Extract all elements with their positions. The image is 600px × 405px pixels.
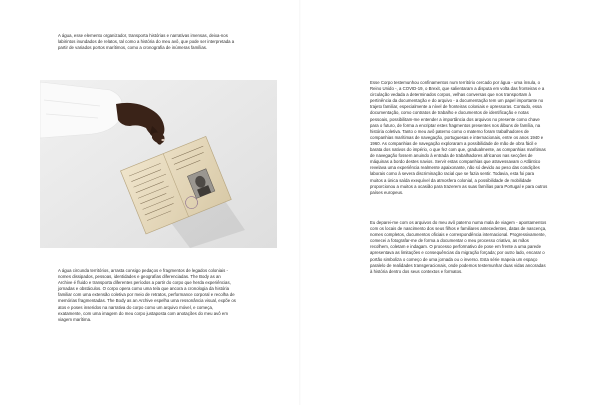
caption-paragraph: A água circunda territórios, arrasta consigo pedaços e fragmentos de legados coloniais - nomes dissipados, pessoas, identidades e geografias diferenciadas. The Body as an Archive é fluido e transporta diferentes períodos a partir do corpo que herda experiências, jornadas e obstáculos. O corpo opera como uma tela que ancora a cronologia da história familiar com uma extensão coletiva por meio de retratos, performance corporal e recolha de memórias fragmentadas. The Body as an Archive espelha uma ressonância visual, expõe os atos e poses inseridos na narrativa do corpo como um arquivo móvel, e começa, exatamente, com uma imagem do meu corpo justaposta com anotações do meu avô em viagem marítima. [58, 268, 236, 322]
intro-paragraph: A água, esse elemento organizador, transporta histórias e narrativas imensas, deixa-nos labirintos inundados de relatos, tal como a história do meu avô, que pode ser interpretada a partir de variados portos marítimos, como a cronografia de inúmeras famílias. [58, 33, 235, 51]
right-paragraph-2: Eu deparei-me com os arquivos do meu avô paterno numa mala de viagem - apontamentos com os locais de nascimento dos seus filhos e familiares antecedentes, datas de nascença, nomes completos, documentos oficiais e correspondência internacional. Progressivamente, comecei a fotografar-me de forma a documentar o meu processo criativo, as mãos recolhem, coletam e indagam. O processo performativo de pose em frente a uma parede apresentava as limitações e consequências da migração forçada; por outro lado, encarar o portão simboliza o começo de uma jornada ou o inverso. Esta série mapeia um espaço paralelo de realidades transgeracionais, onde podemos testemunhar duas vidas ancoradas à história dentro dos seus contextos e formatos. [370, 220, 547, 274]
right-paragraph-1: Esse Corpo testemunhou confinamentos num território cercado por água - uma ínsula, o Reino Unido -, a COVID-19, o Brexit, que salientaram a disputa em volta das fronteiras e a circulação vedada a determinados corpos, velhas conversas que nos transportam à pertinência da documentação e do arquivo - a documentação tem um papel importante no trajeto familiar, especialmente a nível de fronteiras coloniais e opressoras. Contudo, essa documentação, como contratos de trabalho e documentos de identificação e notas pessoais, possibilitam-me entender a importância dos arquivos no presente como chave para o futuro, de forma a encriptar estes fragmentos presentes nos álbuns de família, na história coletiva. Tanto o meu avô paterno como o materno foram trabalhadores de companhias marítimas de navegação, portuguesas e internacionais, entre os anos 1940 e 1960. As companhias de navegação exploraram a possibilidade de mão de obra fácil e barata dos nativos do império, o que fez com que, gradualmente, as companhias marítimas de navegação fossem anuindo à entrada de trabalhadores africanos nas secções de máquinas a bordo destes navios. Servir estas companhias que atravessavam o Atlântico revelava uma experiência realmente apaixonante, não só devido ao peso das condições laborais como à severa discriminação racial que se fazia sentir. Todavia, esta foi para muitos a única saída exequível da atmosfera colonial, a possibilidade de mobilidade proporcionou a muitos a ocasião para trazerem as suas famílias para Portugal e para outros países europeus. [370, 80, 548, 195]
right-page [300, 0, 600, 405]
hand-holding-document-photo [40, 80, 277, 248]
